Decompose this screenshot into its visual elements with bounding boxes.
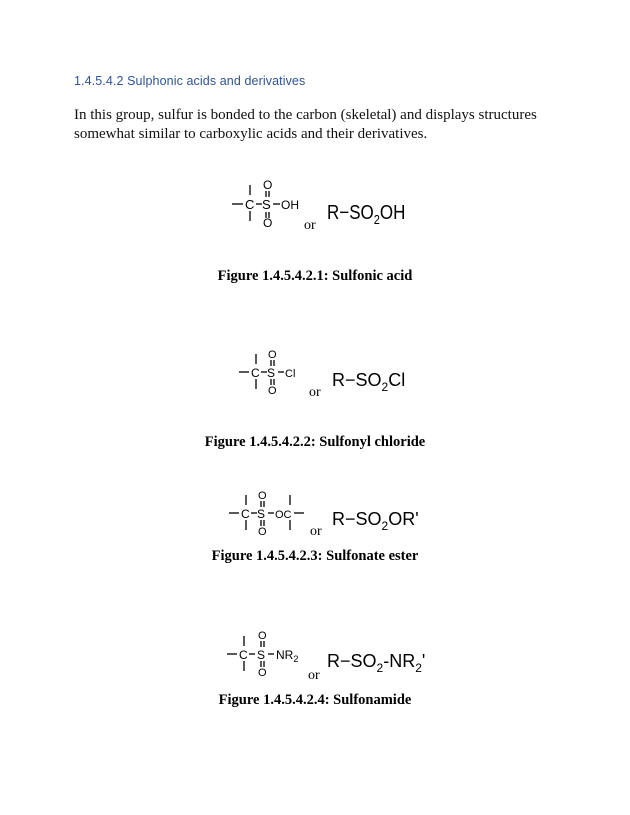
carbon-atom: C bbox=[241, 507, 250, 521]
formula-subscript-2: 2 bbox=[415, 661, 422, 675]
oxygen-top-atom: O bbox=[258, 630, 267, 642]
condensed-formula bbox=[332, 509, 419, 533]
or-label: or bbox=[310, 524, 322, 539]
formula-main: R−SO bbox=[327, 651, 377, 671]
sulfonate-ester-structure bbox=[226, 488, 426, 543]
formula-main: R−SO bbox=[327, 200, 374, 224]
ester-oxygen-carbon: OC bbox=[275, 509, 292, 521]
sulfonic-acid-svg bbox=[228, 176, 418, 236]
sulfonamide-svg bbox=[224, 627, 424, 682]
formula-subscript: 2 bbox=[381, 380, 389, 394]
figure-caption-2: Figure 1.4.5.4.2.2: Sulfonyl chloride bbox=[204, 434, 426, 450]
formula-main: R−SO bbox=[332, 509, 382, 529]
sulfur-atom: S bbox=[267, 366, 276, 380]
carbon-atom: C bbox=[251, 366, 260, 380]
carbon-atom: C bbox=[239, 648, 248, 662]
sulfonyl-chloride-svg bbox=[236, 347, 416, 402]
formula-tail: ' bbox=[421, 651, 426, 671]
formula-subscript: 2 bbox=[376, 661, 384, 675]
sulfur-atom: S bbox=[262, 197, 271, 212]
sulfur-atom: S bbox=[257, 648, 266, 662]
formula-tail: Cl bbox=[388, 370, 406, 390]
formula-mid: -NR bbox=[383, 651, 416, 671]
oxygen-top-atom: O bbox=[268, 349, 277, 361]
formula-tail: OH bbox=[379, 200, 406, 224]
oxygen-bottom-atom: O bbox=[258, 667, 267, 679]
oxygen-bottom-atom: O bbox=[263, 216, 273, 230]
or-label: or bbox=[308, 668, 320, 683]
amine-subscript: 2 bbox=[293, 654, 299, 664]
sulfonyl-chloride-structure bbox=[236, 347, 416, 402]
condensed-formula bbox=[332, 370, 405, 394]
oxygen-top-atom: O bbox=[263, 178, 273, 192]
intro-line-1: In this group, sulfur is bonded to the carbon (skeletal) and displays structures bbox=[74, 107, 537, 123]
or-label: or bbox=[304, 218, 316, 233]
amine-main: NR bbox=[276, 648, 294, 662]
section-heading: 1.4.5.4.2 Sulphonic acids and derivatives bbox=[74, 74, 306, 88]
intro-paragraph bbox=[74, 106, 544, 144]
formula-main: R−SO bbox=[332, 370, 382, 390]
sulfur-atom: S bbox=[257, 507, 266, 521]
oxygen-top-atom: O bbox=[258, 490, 267, 502]
intro-line-2: somewhat similar to carboxylic acids and their derivatives. bbox=[74, 126, 428, 142]
condensed-formula bbox=[327, 651, 425, 675]
figure-caption-1: Figure 1.4.5.4.2.1: Sulfonic acid bbox=[217, 268, 413, 284]
amine-group bbox=[276, 648, 298, 664]
formula-subscript: 2 bbox=[381, 519, 389, 533]
formula-tail: OR' bbox=[388, 509, 419, 529]
chlorine-atom: Cl bbox=[285, 368, 296, 380]
sulfonic-acid-structure bbox=[228, 176, 418, 236]
figure-caption-3: Figure 1.4.5.4.2.3: Sulfonate ester bbox=[211, 548, 419, 564]
oxygen-bottom-atom: O bbox=[258, 526, 267, 538]
hydroxyl-group: OH bbox=[281, 198, 299, 212]
carbon-atom: C bbox=[245, 197, 255, 212]
sulfonate-ester-svg bbox=[226, 488, 426, 543]
sulfonamide-structure bbox=[224, 627, 424, 682]
condensed-formula bbox=[327, 201, 405, 228]
or-label: or bbox=[309, 385, 321, 400]
figure-caption-4: Figure 1.4.5.4.2.4: Sulfonamide bbox=[218, 692, 412, 708]
formula-subscript: 2 bbox=[373, 212, 380, 228]
oxygen-bottom-atom: O bbox=[268, 385, 277, 397]
